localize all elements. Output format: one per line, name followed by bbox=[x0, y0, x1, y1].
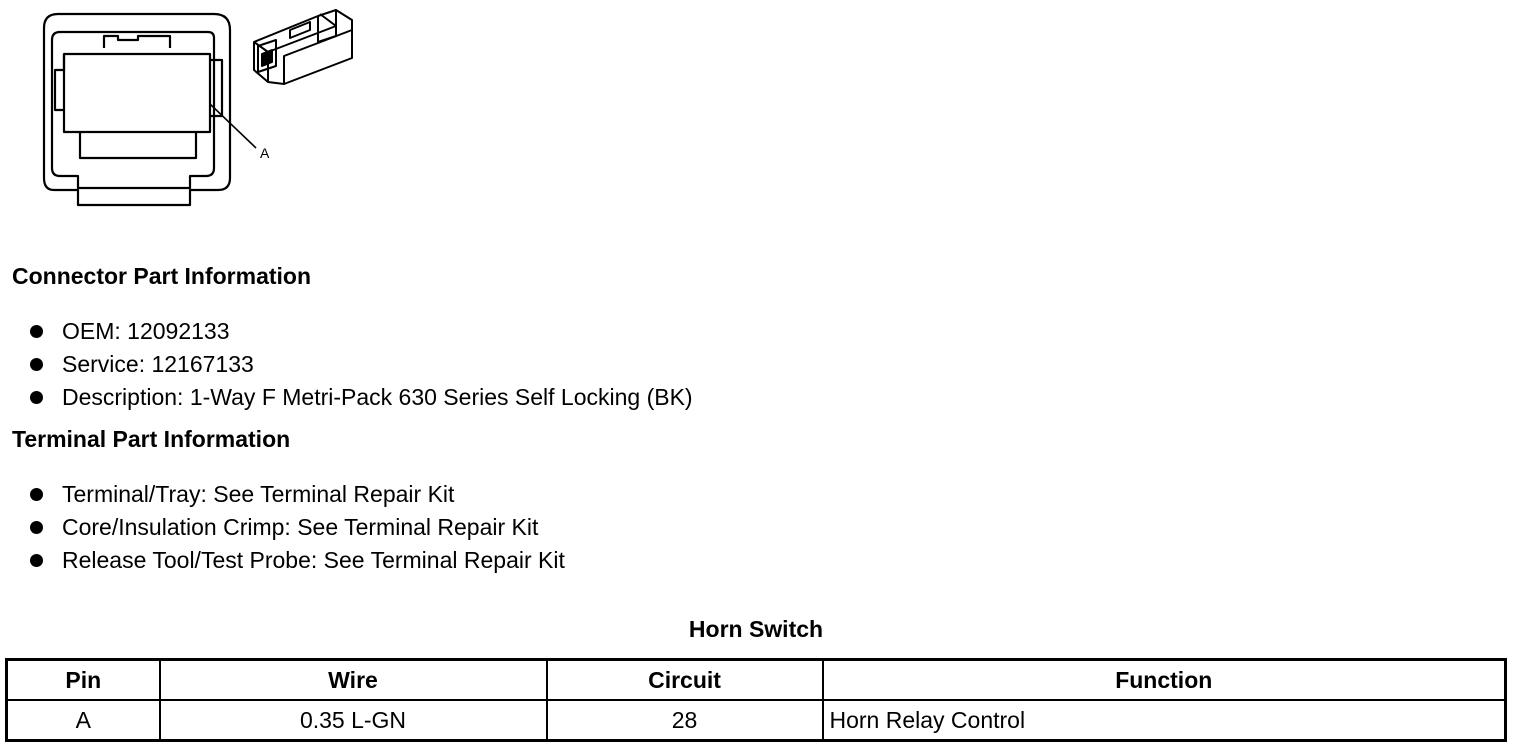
bullet-icon bbox=[30, 358, 43, 371]
cell-function: Horn Relay Control bbox=[823, 700, 1506, 741]
bullet-icon bbox=[30, 554, 43, 567]
list-item bbox=[30, 511, 565, 544]
column-header-pin: Pin bbox=[7, 660, 160, 701]
list-item bbox=[30, 544, 565, 577]
column-header-circuit: Circuit bbox=[547, 660, 823, 701]
list-item-text: Service: 12167133 bbox=[62, 351, 254, 377]
column-header-wire: Wire bbox=[160, 660, 547, 701]
list-item-text: Core/Insulation Crimp: See Terminal Repair Kit bbox=[62, 514, 539, 540]
list-item bbox=[30, 478, 565, 511]
connector-part-info-heading: Connector Part Information bbox=[12, 263, 312, 289]
cell-circuit: 28 bbox=[547, 700, 823, 741]
list-item bbox=[30, 381, 693, 414]
table-header-row bbox=[7, 660, 1506, 701]
bullet-icon bbox=[30, 325, 43, 338]
list-item-text: OEM: 12092133 bbox=[62, 318, 230, 344]
list-item-text: Terminal/Tray: See Terminal Repair Kit bbox=[62, 481, 455, 507]
connector-isometric-view bbox=[254, 10, 352, 84]
cell-pin: A bbox=[7, 700, 160, 741]
pin-table bbox=[5, 658, 1507, 742]
table-title: Horn Switch bbox=[688, 616, 824, 642]
connector-part-info-list bbox=[30, 315, 693, 414]
list-item-text: Description: 1-Way F Metri-Pack 630 Series Self Locking (BK) bbox=[62, 384, 693, 410]
list-item bbox=[30, 315, 693, 348]
table-row bbox=[7, 700, 1506, 741]
terminal-part-info-list bbox=[30, 478, 565, 577]
bullet-icon bbox=[30, 391, 43, 404]
connector-illustration bbox=[0, 0, 370, 215]
terminal-part-info-heading: Terminal Part Information bbox=[12, 426, 291, 452]
list-item bbox=[30, 348, 693, 381]
list-item-text: Release Tool/Test Probe: See Terminal Repair Kit bbox=[62, 547, 565, 573]
bullet-icon bbox=[30, 521, 43, 534]
connector-latch bbox=[104, 36, 170, 48]
callout-leader bbox=[210, 104, 256, 148]
bullet-icon bbox=[30, 488, 43, 501]
terminal-cavity bbox=[64, 54, 210, 132]
callout-label-a: A bbox=[260, 145, 270, 161]
cell-wire: 0.35 L-GN bbox=[160, 700, 547, 741]
column-header-function: Function bbox=[823, 660, 1506, 701]
connector-inner-rim bbox=[52, 32, 214, 188]
